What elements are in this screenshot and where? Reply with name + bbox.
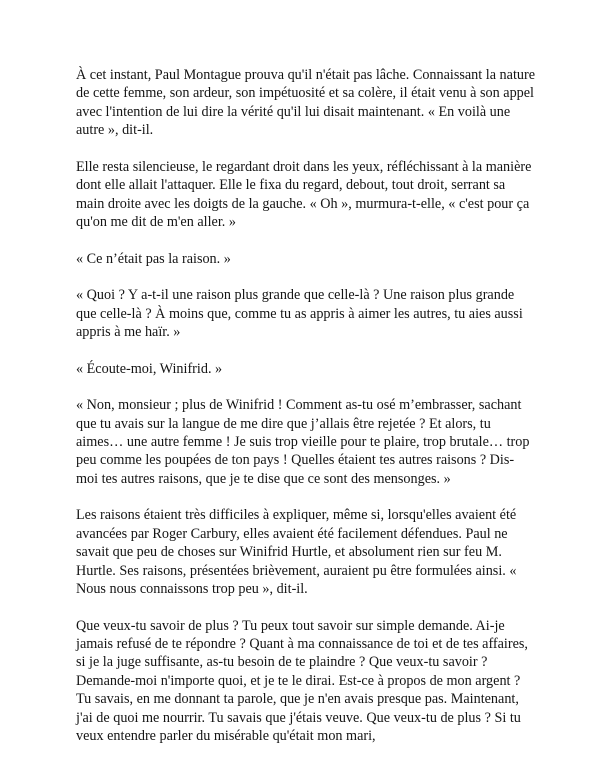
document-page	[76, 66, 536, 746]
paragraph-6: « Non, monsieur ; plus de Winifrid ! Comment as-tu osé m’embrasser, sachant que tu avais sur la langue de me dire que j’allais être rejetée ? Et alors, tu aimes… une autre femme ! Je suis trop vieille pour te plaire, trop brutale… trop peu comme les poupées de ton pays ! Quelles étaient tes autres raisons ? Dis-moi tes autres raisons, que je te dise que ce sont des mensonges. »	[76, 397, 530, 487]
paragraph-1: À cet instant, Paul Montague prouva qu'il n'était pas lâche. Connaissant la nature de cette femme, son ardeur, son impétuosité et sa colère, il était venu à son appel avec l'intention de lui dire la vérité qu'il lui disait maintenant. « En voilà une autre », dit-il.	[76, 67, 535, 139]
paragraph-2: Elle resta silencieuse, le regardant droit dans les yeux, réfléchissant à la manière dont elle allait l'attaquer. Elle le fixa du regard, debout, tout droit, serrant sa main droite avec les doigts de la gauche. « Oh », murmura-t-elle, « c'est pour ça qu'on me dit de m'en aller. »	[76, 158, 532, 231]
paragraph-4: « Quoi ? Y a-t-il une raison plus grande que celle-là ? Une raison plus grande que celle-là ? À moins que, comme tu as appris à aimer les autres, tu aies aussi appris à me haïr. »	[76, 287, 523, 341]
paragraph-7: Les raisons étaient très difficiles à expliquer, même si, lorsqu'elles avaient été avancées par Roger Carbury, elles avaient été facilement défendues. Paul ne savait que peu de choses sur Winifrid Hurtle, et absolument rien sur feu M. Hurtle. Ses raisons, présentées brièvement, auraient pu être formulées ainsi. « Nous nous connaissons trop peu », dit-il.	[76, 507, 517, 598]
paragraph-3: « Ce n’était pas la raison. »	[76, 250, 231, 267]
paragraph-8: Que veux-tu savoir de plus ? Tu peux tout savoir sur simple demande. Ai-je jamais refusé de te répondre ? Quant à ma connaissance de toi et de tes affaires, si je la juge suffisante, as-tu besoin de te plaindre ? Que veux-tu savoir ? Demande-moi n'importe quoi, et je te le dirai. Est-ce à propos de mon argent ? Tu savais, en me donnant ta parole, que je n'en avais presque pas. Maintenant, j'ai de quoi me nourrir. Tu savais que j'étais veuve. Que veux-tu de plus ? Si tu veux entendre parler du misérable qu'était mon mari,	[76, 617, 528, 745]
paragraph-5: « Écoute-moi, Winifrid. »	[76, 360, 223, 377]
